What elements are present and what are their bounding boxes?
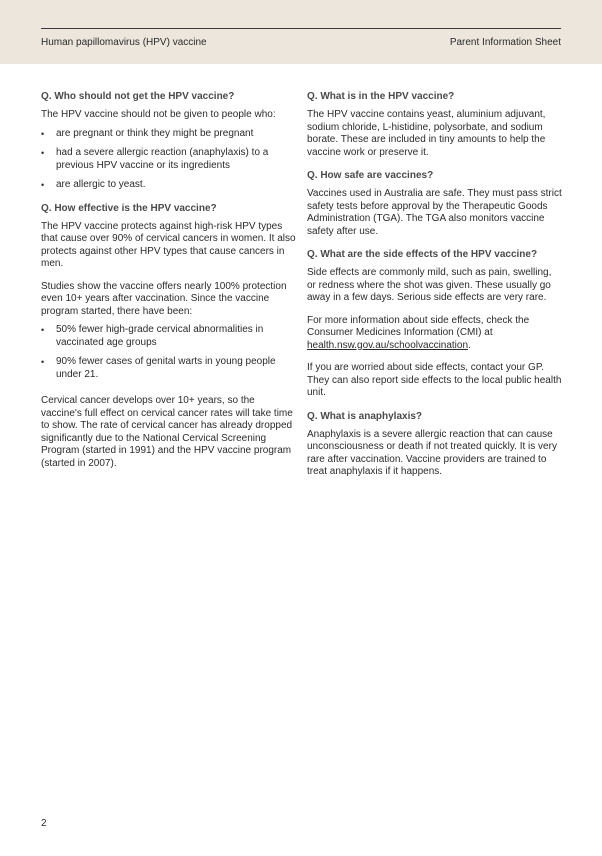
bullet-list: [41, 128, 296, 192]
document-title: Human papillomavirus (HPV) vaccine: [41, 37, 207, 48]
paragraph: Anaphylaxis is a severe allergic reaction that can cause unconsciousness or death if not treated quickly. It is very rare after vaccination. Vaccine providers are trained to treat anaphylaxis if it happens.: [307, 428, 557, 477]
page-header: [0, 0, 602, 64]
section-side-effects: [307, 248, 562, 400]
paragraph: The HPV vaccine contains yeast, aluminium adjuvant, sodium chloride, L-histidine, polysorbate, and sodium borate. These are included in tiny amounts to help the vaccine work or preserve it.: [307, 109, 546, 158]
document-type: Parent Information Sheet: [449, 37, 561, 48]
question-heading: Q. Who should not get the HPV vaccine?: [41, 91, 235, 102]
question-heading: Q. What are the side effects of the HPV vaccine?: [307, 249, 538, 260]
section-how-effective: [41, 202, 296, 471]
paragraph-text: For more information about side effects, check the Consumer Medicines Information (CMI) at: [307, 314, 530, 338]
list-item: • had a severe allergic reaction (anaphylaxis) to a previous HPV vaccine or its ingredients: [41, 147, 296, 172]
question-heading: Q. How effective is the HPV vaccine?: [41, 202, 217, 214]
question-heading: Q. What is in the HPV vaccine?: [307, 91, 455, 102]
question-heading: Q. How safe are vaccines?: [307, 170, 434, 181]
list-item: • are pregnant or think they might be pregnant: [41, 128, 296, 141]
paragraph: The HPV vaccine should not be given to people who:: [41, 109, 276, 120]
question-heading: Q. What is anaphylaxis?: [307, 410, 423, 422]
paragraph-text: .: [468, 339, 471, 351]
header-divider: [41, 28, 561, 29]
page-number: 2: [41, 818, 47, 829]
paragraph: If you are worried about side effects, contact your GP. They can also report side effects to the local public health unit.: [307, 362, 562, 398]
paragraph: Studies show the vaccine offers nearly 100% protection even 10+ years after vaccination. Since the vaccine program started, there have been:: [41, 280, 287, 317]
left-column: [41, 90, 296, 480]
list-item: • 90% fewer cases of genital warts in young people under 21.: [41, 356, 296, 381]
paragraph: Vaccines used in Australia are safe. They must pass strict safety tests before approval by the Therapeutic Goods Administration (TGA). The TGA also monitors vaccine safety after use.: [307, 188, 562, 237]
right-column: [307, 90, 562, 489]
bullet-list: [41, 324, 296, 381]
list-item: • are allergic to yeast.: [41, 179, 296, 192]
paragraph: [307, 315, 562, 353]
section-how-safe: [307, 169, 562, 238]
section-whats-in-vaccine: [307, 90, 562, 159]
section-who-should-not: [41, 90, 296, 192]
paragraph: Side effects are commonly mild, such as pain, swelling, or redness where the shot was given. These usually go away in a few days. Serious side effects are very rare.: [307, 267, 552, 303]
paragraph: The HPV vaccine protects against high-risk HPV types that cause over 90% of cervical cancers in women. It also protects against other HPV types that cause cancers in men.: [41, 220, 296, 269]
list-item: • 50% fewer high-grade cervical abnormalities in vaccinated age groups: [41, 324, 296, 349]
paragraph: Cervical cancer develops over 10+ years, so the vaccine's full effect on cervical cancer rates will take time to show. The rate of cervical cancer has already dropped significantly due to the National Cervical Screening Program (started in 1991) and the HPV vaccine program (started in 2007).: [41, 395, 293, 469]
website-link[interactable]: health.nsw.gov.au/schoolvaccination: [307, 339, 469, 351]
section-anaphylaxis: [307, 410, 562, 479]
